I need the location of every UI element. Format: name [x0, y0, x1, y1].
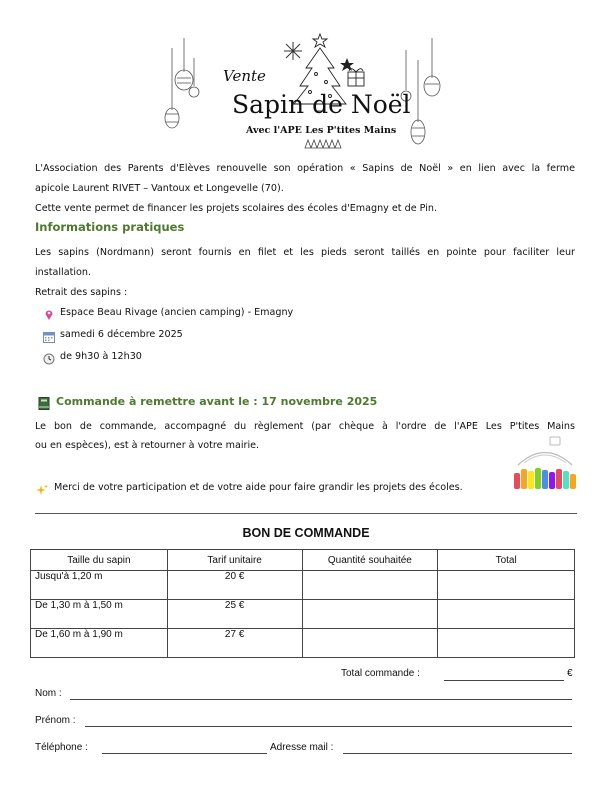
divider — [35, 513, 577, 514]
email-field[interactable] — [343, 753, 572, 754]
quantity-field[interactable] — [302, 629, 438, 658]
ornament-left-icon — [165, 38, 199, 128]
total-field[interactable] — [438, 629, 575, 658]
retrait-hours: de 9h30 à 12h30 — [60, 351, 142, 362]
header-vente: Vente — [223, 67, 266, 85]
calendar-icon — [43, 328, 55, 347]
col-price: Tarif unitaire — [167, 550, 302, 571]
quantity-field[interactable] — [302, 600, 438, 629]
telephone-field[interactable] — [102, 753, 267, 754]
map-pin-icon — [44, 306, 54, 325]
row-price: 25 € — [167, 600, 302, 629]
nom-label: Nom : — [35, 688, 62, 699]
total-commande-label: Total commande : — [341, 668, 420, 679]
prenom-field[interactable] — [85, 726, 572, 727]
retrait-date: samedi 6 décembre 2025 — [60, 329, 183, 340]
telephone-label: Téléphone : — [35, 742, 88, 753]
order-table — [30, 549, 575, 658]
info-heading: Informations pratiques — [35, 220, 185, 234]
quantity-field[interactable] — [302, 571, 438, 600]
table-header-row — [31, 550, 575, 571]
total-field[interactable] — [438, 600, 575, 629]
intro-line-2: apicole Laurent RIVET – Vantoux et Longevelle (70). — [35, 183, 284, 194]
total-commande-field[interactable] — [444, 680, 564, 681]
ape-logo-icon — [510, 435, 580, 495]
col-size: Taille du sapin — [31, 550, 168, 571]
commande-line-1: Le bon de commande, accompagné du règlement (par chèque à l'ordre de l'APE Les P'tites Mains — [35, 421, 575, 432]
table-row — [31, 629, 575, 658]
bon-title: BON DE COMMANDE — [242, 526, 370, 540]
snowflake-icon — [284, 42, 302, 60]
info-line-1: Les sapins (Nordmann) seront fournis en filet et les pieds seront taillés en pointe pour faciliter leur — [35, 247, 575, 258]
col-total: Total — [438, 550, 575, 571]
table-row — [31, 571, 575, 600]
sparkles-icon — [36, 481, 48, 500]
thanks-text: Merci de votre participation et de votre aide pour faire grandir les projets des écoles. — [54, 482, 463, 493]
page-subtitle: Avec l'APE Les P'tites Mains — [246, 125, 397, 136]
gift-icon — [348, 69, 364, 86]
intro-line-1: L'Association des Parents d'Elèves renouvelle son opération « Sapins de Noël » en lien avec la ferme — [35, 163, 575, 174]
row-size: De 1,30 m à 1,50 m — [31, 600, 168, 629]
retrait-label: Retrait des sapins : — [35, 287, 128, 298]
info-line-2: installation. — [35, 267, 92, 278]
email-label: Adresse mail : — [270, 742, 334, 753]
row-price: 27 € — [167, 629, 302, 658]
table-row — [31, 600, 575, 629]
row-price: 20 € — [167, 571, 302, 600]
prenom-label: Prénom : — [35, 715, 76, 726]
col-quantity: Quantité souhaitée — [302, 550, 438, 571]
intro-line-3: Cette vente permet de financer les projets scolaires des écoles d'Emagny et de Pin. — [35, 203, 438, 214]
page-title: Sapin de Noël — [232, 90, 411, 119]
row-size: Jusqu'à 1,20 m — [31, 571, 168, 600]
retrait-location: Espace Beau Rivage (ancien camping) - Emagny — [60, 307, 294, 318]
row-size: De 1,60 m à 1,90 m — [31, 629, 168, 658]
commande-line-2: ou en espèces), est à retourner à votre mairie. — [35, 440, 260, 451]
commande-heading: Commande à remettre avant le : 17 novembre 2025 — [56, 395, 378, 408]
currency-label: € — [567, 668, 573, 679]
notebook-icon — [38, 395, 50, 414]
small-trees-icon — [305, 140, 341, 148]
nom-field[interactable] — [70, 699, 572, 700]
clock-icon — [43, 350, 55, 369]
total-field[interactable] — [438, 571, 575, 600]
